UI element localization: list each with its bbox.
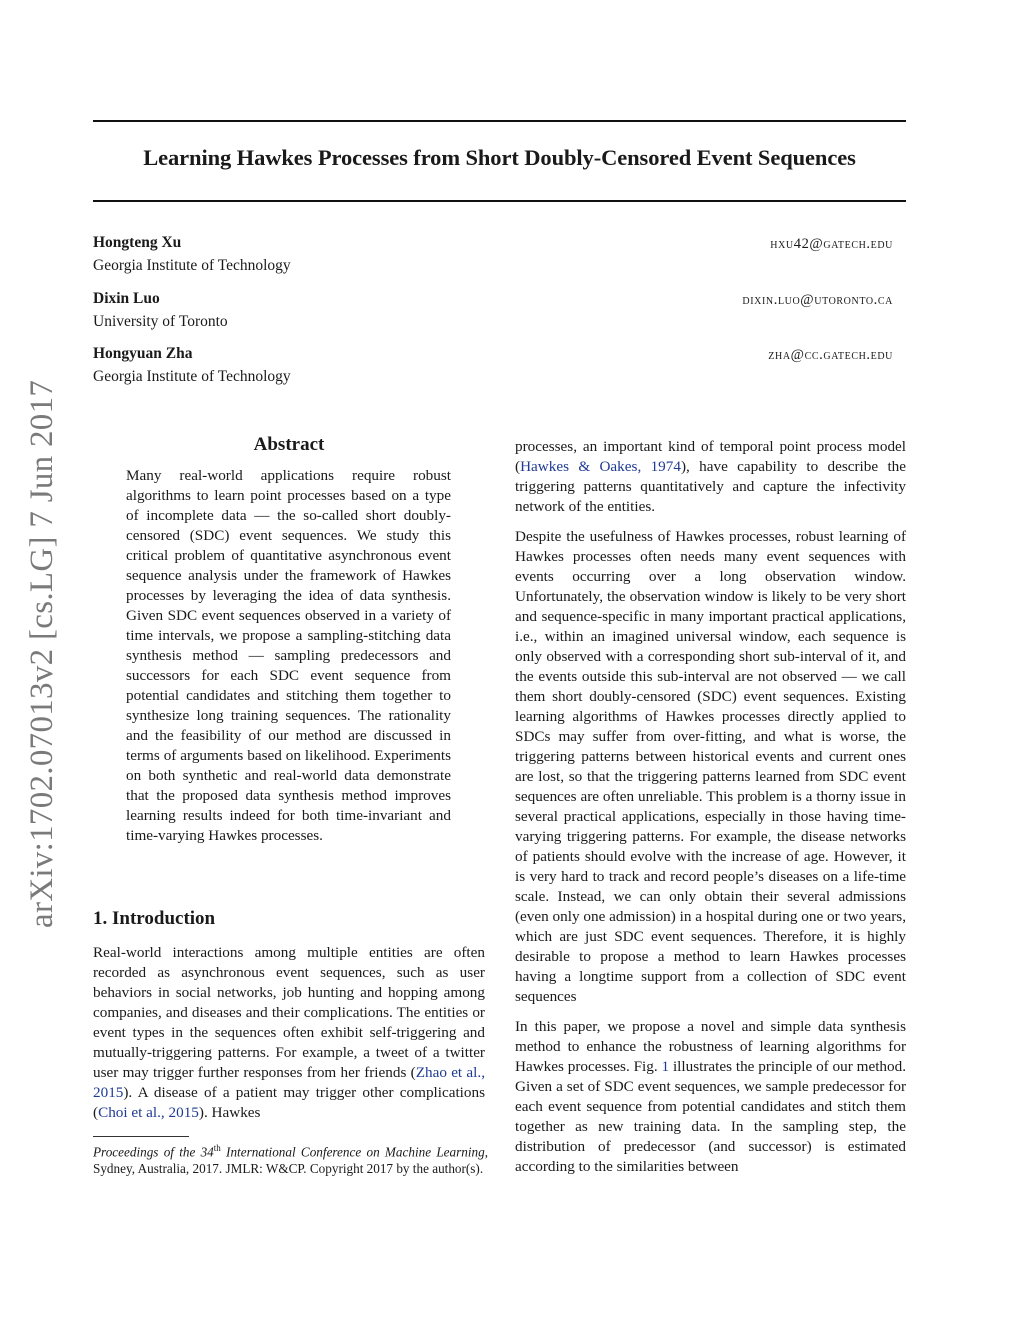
author-email[interactable]: zha@cc.gatech.edu xyxy=(768,347,893,363)
introduction-left-column xyxy=(93,943,485,1123)
title-bottom-rule xyxy=(93,200,906,202)
paragraph-text: In this paper, we propose a novel and simple data synthesis method to enhance the robustness of learning algorithms for Hawkes processes. Fig. xyxy=(515,1018,906,1075)
intro-paragraph xyxy=(515,437,906,517)
paragraph-text: Real-world interactions among multiple entities are often recorded as asynchronous event sequences, such as user behaviors in social networks, job hunting and hopping among companies, and diseases and their complications. The entities or event types in the sequences often exhibit self-triggering and mutually-triggering patterns. For example, a tweet of a twitter user may trigger further responses from her friends ( xyxy=(93,944,485,1081)
citation-authors: Zhao et al. xyxy=(415,1064,482,1081)
footnote-venue-prefix: Proceedings of the 34 xyxy=(93,1144,214,1160)
author-affiliation: Georgia Institute of Technology xyxy=(93,368,291,385)
intro-paragraph xyxy=(515,1017,906,1177)
citation-link[interactable]: Zhao et al., 2015 xyxy=(93,1064,485,1101)
author-email[interactable]: hxu42@gatech.edu xyxy=(770,236,893,252)
paragraph-text: ), have capability to describe the triggering patterns quantitatively and capture the infectivity network of the entities. xyxy=(515,458,907,515)
section-heading-introduction: 1. Introduction xyxy=(93,908,216,929)
author-affiliation: Georgia Institute of Technology xyxy=(93,257,291,274)
citation-year: 2015 xyxy=(168,1104,199,1121)
author-block xyxy=(93,234,893,275)
footnote-rule xyxy=(93,1136,189,1137)
paragraph-text: ). A disease of a patient may trigger other complications ( xyxy=(93,1084,485,1121)
footnote-text: , Sydney, Australia, 2017. JMLR: W&CP. Copyright 2017 by the author(s). xyxy=(93,1144,488,1177)
paragraph-text: processes, an important kind of temporal point process model ( xyxy=(515,438,906,475)
footnote-superscript: th xyxy=(213,1143,221,1153)
citation-authors: Choi et al. xyxy=(98,1104,161,1121)
intro-paragraph: Despite the usefulness of Hawkes processes, robust learning of Hawkes processes often needs many event sequences with events occurring over a long observation window. Unfortunately, the observation window is likely to be very short and sequence-specific in many important practical applications, i.e., within an imagined universal window, each sequence is only observed with a corresponding short sub-interval of it, and the events outside this sub-interval are not observed — we call them short doubly-censored (SDC) event sequences. Existing learning algorithms of Hawkes processes directly applied to SDCs may suffer from over-fitting, and what is worse, the triggering patterns between historical events and current ones are lost, so that the triggering patterns learned from SDC event sequences are often unreliable. This problem is a thorny issue in several practical applications, especially in those having time-varying triggering patterns. For example, the disease networks of patients should evolve with the increase of age. However, it is very hard to track and record people’s diseases on a life-time scale. Instead, we can only obtain their several admissions (even only one admission) in a hospital during one or two years, which are just SDC event sequences. Therefore, it is highly desirable to propose a method to learn Hawkes processes having a longtime support from a collection of SDC event sequences xyxy=(515,528,906,1005)
author-name: Hongyuan Zha xyxy=(93,345,193,362)
citation-year: 1974 xyxy=(650,458,681,475)
author-name: Hongteng Xu xyxy=(93,234,182,251)
intro-paragraph xyxy=(93,943,485,1123)
abstract-text: Many real-world applications require robust algorithms to learn point processes based on a type of incomplete data — the so-called short doubly-censored (SDC) event sequences. We study this critical problem of quantitative asynchronous event sequence analysis under the framework of Hawkes processes by leveraging the idea of data synthesis. Given SDC event sequences observed in a variety of time intervals, we propose a sampling-stitching data synthesis method — sampling predecessors and successors for each SDC event sequence from potential candidates and stitching them together to synthesize long training sequences. The rationality and the feasibility of our method are discussed in terms of arguments based on likelihood. Experiments on both synthetic and real-world data demonstrate that the proposed data synthesis method improves learning results indeed for both time-invariant and time-varying Hawkes processes. xyxy=(126,467,451,844)
citation-year: 2015 xyxy=(93,1084,124,1101)
figure-reference-link[interactable]: 1 xyxy=(661,1058,670,1075)
author-email[interactable]: dixin.luo@utoronto.ca xyxy=(742,292,893,308)
footnote-conference: International Conference on Machine Learning xyxy=(220,1144,485,1160)
author-block xyxy=(93,290,893,331)
abstract-body xyxy=(126,466,451,846)
paper-title: Learning Hawkes Processes from Short Doubly-Censored Event Sequences xyxy=(143,145,856,170)
paragraph-text: ). Hawkes xyxy=(198,1104,261,1121)
arxiv-identifier-stamp: arXiv:1702.07013v2 [cs.LG] 7 Jun 2017 xyxy=(24,379,60,928)
citation-link[interactable]: Choi et al., 2015 xyxy=(98,1104,199,1121)
citation-authors: Hawkes & Oakes xyxy=(520,458,638,475)
top-rule xyxy=(93,120,906,122)
footnote xyxy=(93,1140,488,1177)
paragraph-text: illustrates the principle of our method. Given a set of SDC event sequences, we sample predecessor for each event sequence from potential candidates and stitch them together as new training data. In the sampling step, the distribution of predecessor (and successor) is estimated according to the similarities between xyxy=(515,1058,906,1175)
author-name: Dixin Luo xyxy=(93,290,160,307)
author-affiliation: University of Toronto xyxy=(93,313,228,330)
abstract-heading: Abstract xyxy=(253,434,325,455)
citation-link[interactable]: Hawkes & Oakes, 1974 xyxy=(520,458,681,475)
author-block xyxy=(93,345,893,386)
introduction-right-column xyxy=(515,437,906,1187)
